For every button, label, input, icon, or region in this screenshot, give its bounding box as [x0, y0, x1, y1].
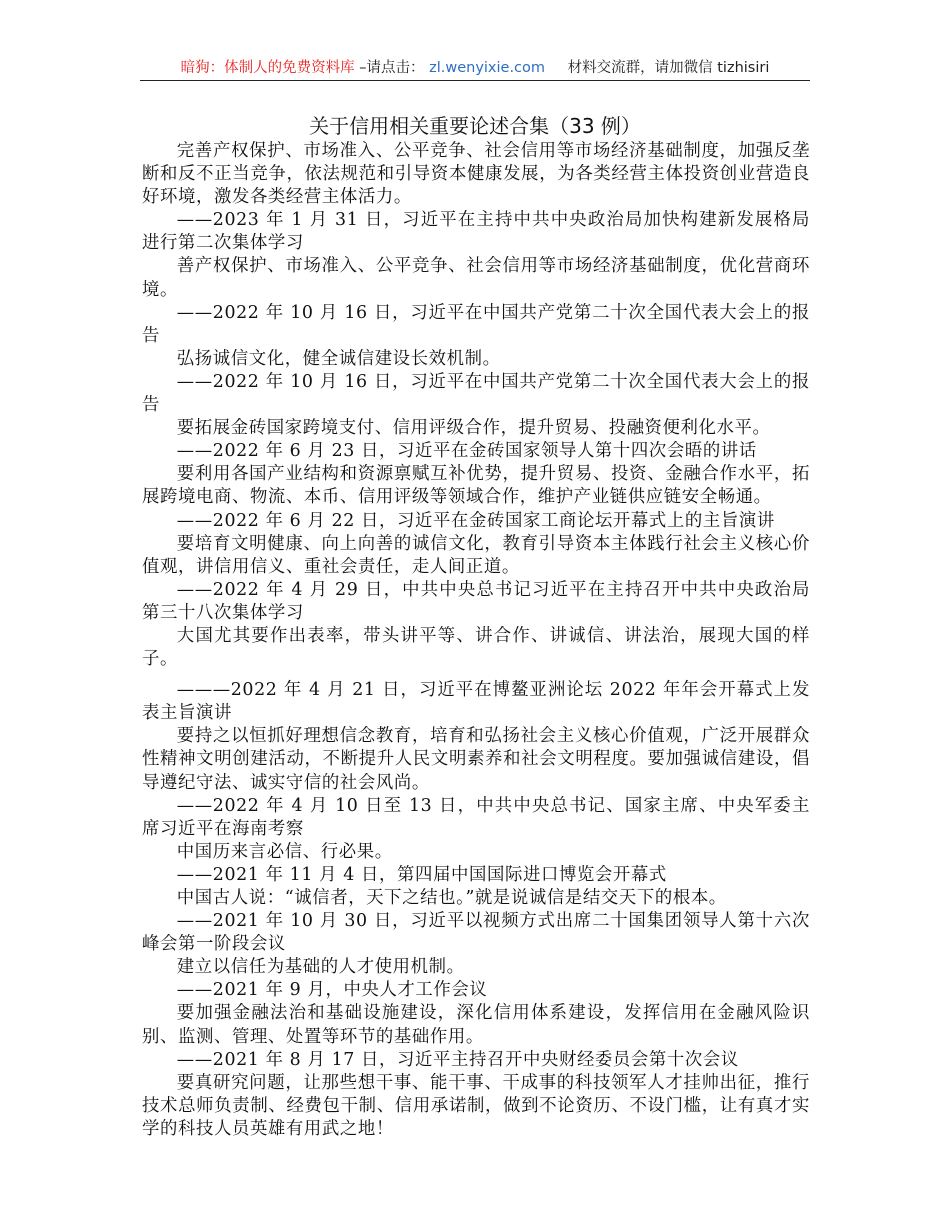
source-paragraph: ———2022 年 4 月 21 日，习近平在博鳌亚洲论坛 2022 年年会开幕式上发表主旨演讲 — [142, 680, 810, 724]
quote-paragraph: 要培育文明健康、向上向善的诚信文化，教育引导资本主体践行社会主义核心价值观，讲信用信义、重社会责任，走人间正道。 — [142, 533, 810, 577]
document-body — [142, 140, 810, 1141]
header-brand: 暗狗：体制人的免费资料库 — [180, 60, 355, 76]
source-paragraph: ——2021 年 11 月 4 日，第四届中国国际进口博览会开幕式 — [176, 864, 667, 885]
quote-paragraph: 完善产权保护、市场准入、公平竞争、社会信用等市场经济基础制度，加强反垄断和反不正当竞争，依法规范和引导资本健康发展，为各类经营主体投资创业营造良好环境，激发各类经营主体活力。 — [142, 141, 810, 208]
source-paragraph: ——2022 年 4 月 29 日，中共中央总书记习近平在主持召开中共中央政治局第三十八次集体学习 — [142, 579, 810, 623]
header-link[interactable]: zl.wenyixie.com — [429, 60, 546, 76]
quote-paragraph: 要利用各国产业结构和资源禀赋互补优势，提升贸易、投资、金融合作水平，拓展跨境电商、物流、本币、信用评级等领域合作，维护产业链供应链安全畅通。 — [142, 464, 810, 508]
source-paragraph: ——2022 年 10 月 16 日，习近平在中国共产党第二十次全国代表大会上的报告 — [142, 302, 810, 346]
quote-paragraph: 建立以信任为基础的人才使用机制。 — [176, 957, 465, 978]
header-prompt: –请点击： — [359, 60, 425, 76]
quote-paragraph: 善产权保护、市场准入、公平竞争、社会信用等市场经济基础制度，优化营商环境。 — [142, 256, 810, 300]
quote-paragraph: 要拓展金砖国家跨境支付、信用评级合作，提升贸易、投融资便利化水平。 — [176, 418, 771, 439]
source-paragraph: ——2022 年 6 月 23 日，习近平在金砖国家领导人第十四次会晤的讲话 — [176, 441, 757, 462]
source-paragraph: ——2022 年 4 月 10 日至 13 日，中共中央总书记、国家主席、中央军委主席习近平在海南考察 — [142, 795, 810, 839]
source-paragraph: ——2022 年 6 月 22 日，习近平在金砖国家工商论坛开幕式上的主旨演讲 — [176, 510, 775, 531]
quote-paragraph: 大国尤其要作出表率，带头讲平等、讲合作、讲诚信、讲法治，展现大国的样子。 — [142, 625, 810, 670]
quote-paragraph: 弘扬诚信文化，健全诚信建设长效机制。 — [176, 348, 501, 369]
source-paragraph: ——2021 年 8 月 17 日，习近平主持召开中央财经委员会第十次会议 — [176, 1049, 739, 1070]
quote-paragraph: 要持之以恒抓好理想信念教育，培育和弘扬社会主义核心价值观，广泛开展群众性精神文明创建活动，不断提升人民文明素养和社会文明程度。要加强诚信建设，倡导遵纪守法、诚实守信的社会风尚。 — [142, 726, 810, 793]
header-divider — [140, 80, 810, 81]
quote-paragraph: 要加强金融法治和基础设施建设，深化信用体系建设，发挥信用在金融风险识别、监测、管理、处置等环节的基础作用。 — [142, 1003, 810, 1047]
source-paragraph: ——2021 年 9 月，中央人才工作会议 — [176, 980, 488, 1001]
source-paragraph: ——2022 年 10 月 16 日，习近平在中国共产党第二十次全国代表大会上的报告 — [142, 371, 810, 416]
quote-paragraph: 中国古人说：“诚信者，天下之结也。”就是说诚信是结交天下的根本。 — [176, 888, 727, 908]
quote-paragraph: 中国历来言必信、行必果。 — [176, 841, 393, 862]
document-title: 关于信用相关重要论述合集（33 例） — [309, 114, 641, 138]
header-wechat-note: 材料交流群，请加微信 tizhisiri — [567, 60, 770, 76]
page-header — [140, 56, 810, 80]
quote-paragraph: 要真研究问题，让那些想干事、能干事、干成事的科技领军人才挂帅出征，推行技术总师负责制、经费包干制、信用承诺制，做到不论资历、不设门槛，让有真才实学的科技人员英雄有用武之地！ — [142, 1072, 810, 1139]
source-paragraph: ——2023 年 1 月 31 日，习近平在主持中共中央政治局加快构建新发展格局进行第二次集体学习 — [142, 210, 810, 254]
source-paragraph: ——2021 年 10 月 30 日，习近平以视频方式出席二十国集团领导人第十六次峰会第一阶段会议 — [142, 911, 810, 955]
